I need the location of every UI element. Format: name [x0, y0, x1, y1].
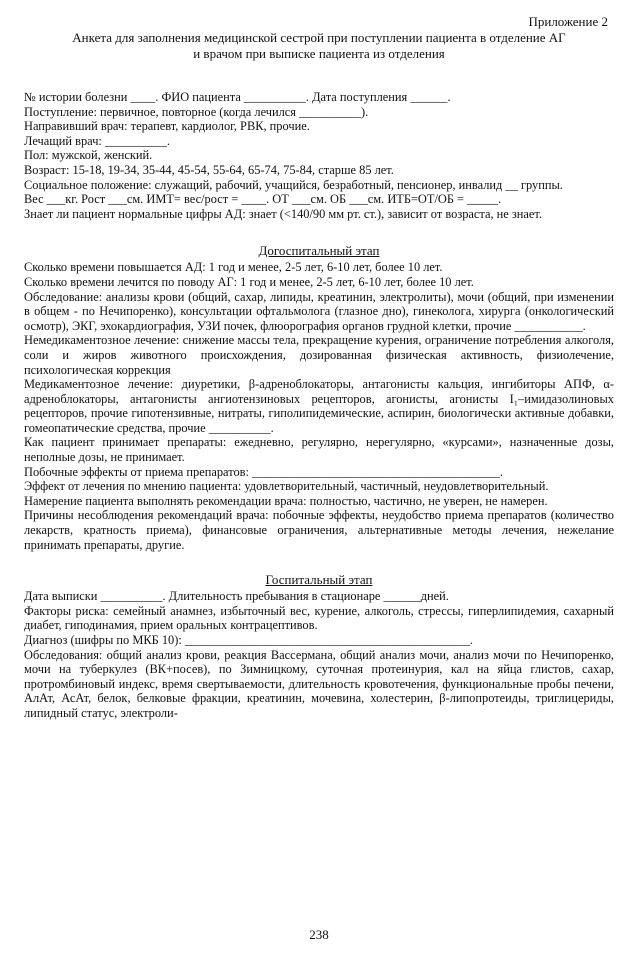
prehospital-paragraph: Сколько времени лечится по поводу АГ: 1 год и менее, 2-5 лет, 6-10 лет, более 10 лет. — [24, 274, 474, 289]
prehospital-paragraph: Медикаментозное лечение: диуретики, β-адреноблокаторы, антагонисты кальция, ингибиторы АПФ, α-адреноблокаторы, антагонисты ангиотензиновых рецепторов, агонисты, агонисты I₁–имидазолиновых рецепторов, прочие гипотензивные, нитраты, гиполипидемические, аспирин, биологически активные добавки, гомеопатические средства, прочие __________. — [24, 377, 614, 435]
intro-line: Вес ___кг. Рост ___см. ИМТ= вес/рост = ____. ОТ ___см. ОБ ___см. ИТБ=ОТ/ОБ = _____. — [24, 192, 502, 207]
hospital-section — [24, 572, 614, 720]
intro-line: Лечащий врач: __________. — [24, 133, 171, 148]
prehospital-paragraph: Обследование: анализы крови (общий, сахар, липиды, креатинин, электролиты), мочи (общий, при изменении в общем - по Нечипоренко), консультации офтальмолога (глазное дно), гинеколога, хирурга (онкологический осмотр), ЭКГ, эхокардиография, УЗИ почек, флюорография органов грудной клетки, прочие ___________. — [24, 289, 614, 333]
section-title-prehospital: Догоспитальный этап — [258, 243, 380, 259]
prehospital-paragraph: Намерение пациента выполнять рекомендации врача: полностью, частично, не уверен, не намерен. — [24, 493, 548, 508]
intro-line: Знает ли пациент нормальные цифры АД: знает (<140/90 мм рт. ст.), зависит от возраста, не знает. — [24, 206, 542, 221]
intro-section — [24, 90, 614, 221]
hospital-paragraph: Обследования: общий анализ крови, реакция Вассермана, общий анализ мочи, анализ мочи по Нечипоренко, мочи на туберкулез (ВК+посев), по Зимницкому, суточная протеинурия, кал на яйца глистов, сахар, протромбиновый индекс, время свертываемости, длительность кровотечения, функциональные пробы печени, АлАт, АсАт, белок, белковые фракции, креатинин, мочевина, холестерин, β-липопротеиды, триглицериды, липидный статус, электроли- — [24, 647, 614, 720]
intro-line: Пол: мужской, женский. — [24, 148, 153, 163]
form-title — [24, 30, 614, 62]
intro-line: № истории болезни ____. ФИО пациента __________. Дата поступления ______. — [24, 90, 451, 104]
section-title-hospital: Госпитальный этап — [265, 572, 373, 588]
prehospital-paragraph: Причины несоблюдения рекомендаций врача: побочные эффекты, неудобство приема препаратов (количество лекарств, кратность приема), финансовые ограничения, альтернативные методы лечения, нежелание принимать препараты, другие. — [24, 508, 614, 552]
intro-line: Поступление: первичное, повторное (когда лечился __________). — [24, 104, 369, 119]
intro-line: Направивший врач: терапевт, кардиолог, РВК, прочие. — [24, 119, 310, 134]
hospital-paragraph: Диагноз (шифры по МКБ 10): ______________________________________________. — [24, 633, 473, 647]
prehospital-paragraph: Эффект от лечения по мнению пациента: удовлетворительный, частичный, неудовлетворительный. — [24, 479, 549, 494]
form-title-line-1: Анкета для заполнения медицинской сестрой при поступлении пациента в отделение АГ — [72, 30, 566, 45]
page-number: 238 — [309, 927, 329, 942]
prehospital-paragraph: Немедикаментозное лечение: снижение массы тела, прекращение курения, ограничение потребления алкоголя, соли и жиров животного происхождения, дозированная физическая активность, физиолечение, психологическая коррекция — [24, 333, 614, 377]
prehospital-paragraph: Сколько времени повышается АД: 1 год и менее, 2-5 лет, 6-10 лет, более 10 лет. — [24, 260, 443, 275]
prehospital-paragraph: Побочные эффекты от приема препаратов: ________________________________________. — [24, 464, 503, 479]
form-title-line-2: и врачом при выписке пациента из отделения — [193, 46, 445, 61]
intro-line: Социальное положение: служащий, рабочий, учащийся, безработный, пенсионер, инвалид __ группы. — [24, 177, 563, 192]
hospital-paragraph: Факторы риска: семейный анамнез, избыточный вес, курение, алкоголь, стрессы, гиперлипидемия, сахарный диабет, гиподинамия, прием оральных контрацептивов. — [24, 603, 614, 633]
appendix-label: Приложение 2 — [528, 14, 608, 29]
hospital-paragraph: Дата выписки __________. Длительность пребывания в стационаре ______дней. — [24, 589, 449, 604]
intro-line: Возраст: 15-18, 19-34, 35-44, 45-54, 55-64, 65-74, 75-84, старше 85 лет. — [24, 162, 394, 177]
prehospital-paragraph: Как пациент принимает препараты: ежедневно, регулярно, нерегулярно, «курсами», назначенные дозы, неполные дозы, не принимает. — [24, 435, 614, 465]
prehospital-section — [24, 243, 614, 552]
